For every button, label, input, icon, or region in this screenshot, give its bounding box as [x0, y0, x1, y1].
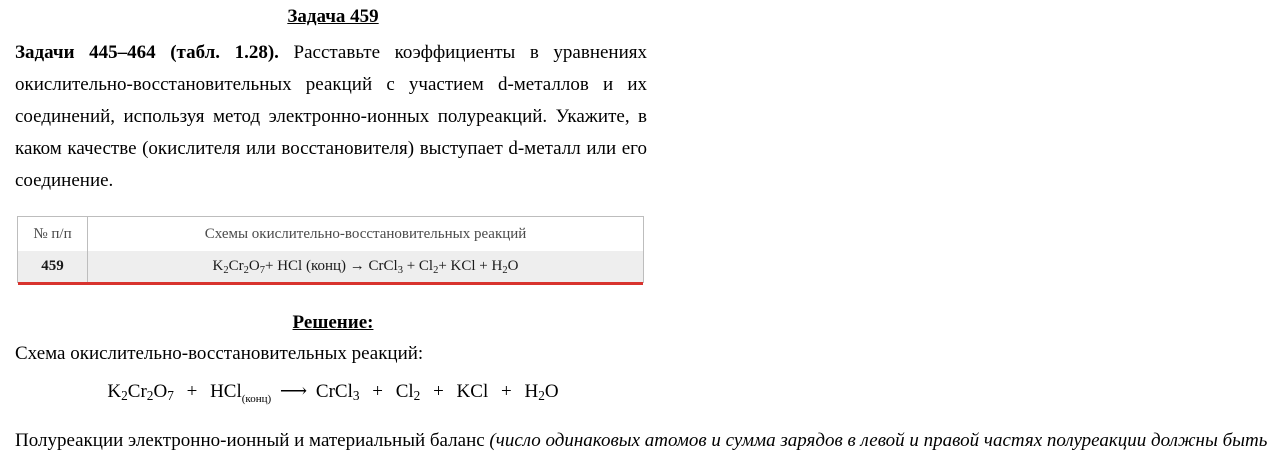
reaction-equation: $K_2Cr_2O_7 + HCl_{(конц)}$ ⟶ CrCl$_3$ + $Cl_2$ + KCl + $H_2O$: [107, 381, 559, 405]
halfreaction-note: (число одинаковых атомов и сумма зарядов в левой и правой частях полуреакции должны быть: [489, 430, 1267, 451]
table-row: [18, 251, 643, 285]
solution-title: Решение:: [292, 312, 374, 333]
reactions-table: [17, 216, 644, 283]
task-statement: [15, 37, 647, 197]
solution-intro: Схема окислительно-восстановительных реакций:: [15, 343, 424, 364]
halfreaction-lead: Полуреакции электронно-ионный и материальный баланс: [15, 430, 490, 451]
halfreaction-text: [15, 425, 1267, 457]
row-number: 459: [18, 251, 88, 282]
task-title: Задача 459: [287, 6, 379, 27]
table-header: [18, 217, 643, 252]
header-scheme: Схемы окислительно-восстановительных реакций: [204, 225, 527, 242]
task-lead: Задачи 445–464 (табл. 1.28).: [15, 42, 279, 63]
task-text: Расставьте коэффициенты в уравнениях окислительно-восстановительных реакций с участием d-металлов и их соединений, используя метод электронно-ионных полуреакций. Укажите, в каком качестве (окислителя или восстановителя) выступает d-металл или его соединение.: [15, 42, 648, 191]
formula-part: $K_2Cr_2O_7+$ HCl (конц) → CrCl$_3$ + $Cl_2+$ KCl + $H_2O$: [212, 258, 519, 276]
reaction-arrow-icon: ⟶: [279, 381, 308, 402]
header-number: № п/п: [18, 217, 88, 251]
row-scheme: [88, 251, 643, 282]
